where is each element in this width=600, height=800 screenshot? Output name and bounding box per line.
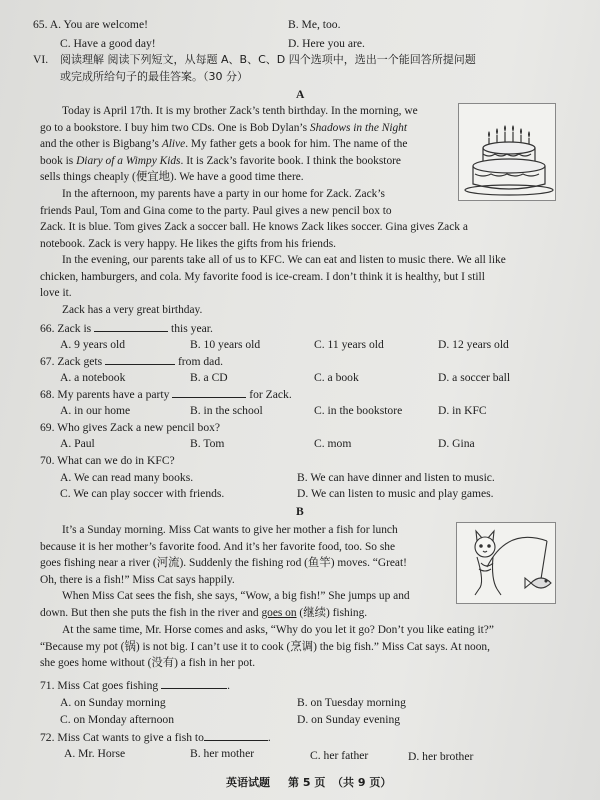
passage-a-p2-line1: In the afternoon, my parents have a party in our home for Zack. Zack’s bbox=[62, 188, 385, 200]
passage-a-p1-line1: Today is April 17th. It is my brother Zack’s tenth birthday. In the morning, we bbox=[62, 105, 418, 117]
q69-option-d: D. Gina bbox=[438, 437, 475, 450]
underlined-goes-on: goes on bbox=[261, 606, 297, 619]
q68-answer-blank[interactable] bbox=[172, 386, 246, 398]
passage-a-paragraph-1 bbox=[40, 103, 450, 186]
passage-a-paragraph-2-top bbox=[40, 186, 450, 219]
birthday-cake-image bbox=[458, 103, 556, 201]
q72-option-b: B. her mother bbox=[190, 747, 255, 760]
q69-option-a: A. Paul bbox=[60, 437, 95, 450]
footer-subject: 英语试题 bbox=[226, 776, 270, 789]
cd-title-shadows: Shadows in the Night bbox=[309, 121, 408, 134]
book-title-diary: Diary of a Wimpy Kids bbox=[76, 154, 181, 167]
q65-option-b: B. Me, too. bbox=[288, 18, 341, 31]
passage-b-label: B bbox=[296, 505, 304, 518]
q68-option-d: D. in KFC bbox=[438, 404, 487, 417]
passage-b-p2-line2b: (继续) fishing. bbox=[296, 606, 368, 619]
passage-b-p1-line2: because it is her mother’s favorite food. And it’s her favorite food, too. So she bbox=[40, 540, 396, 553]
q71-answer-blank[interactable] bbox=[161, 677, 227, 689]
q70-option-a: A. We can read many books. bbox=[60, 471, 194, 484]
q68-option-a: A. in our home bbox=[60, 404, 131, 417]
passage-b-p1-line4: Oh, there is a fish!” Miss Cat says happily. bbox=[40, 573, 235, 586]
q72-stem-end: . bbox=[267, 731, 271, 744]
q66-stem-end: this year. bbox=[168, 322, 213, 335]
q67-option-d: D. a soccer ball bbox=[438, 371, 511, 384]
passage-a-p1-line3a: and the other is Bigbang’s bbox=[40, 138, 162, 151]
passage-b-p1-line3: goes fishing near a river (河流). Suddenly the fishing rod (鱼竿) moves. “Great! bbox=[40, 557, 407, 570]
passage-a-p4: Zack has a very great birthday. bbox=[62, 303, 203, 316]
q72-stem bbox=[40, 729, 271, 746]
q66-stem-text: 66. Zack is bbox=[40, 322, 95, 335]
passage-b-p3-line2: “Because my pot (锅) is not big. I can’t use it to cook (烹调) the big fish.” Miss Cat says. At noon, bbox=[40, 640, 490, 653]
q65-option-c: C. Have a good day! bbox=[60, 37, 156, 50]
q71-option-d: D. on Sunday evening bbox=[297, 713, 401, 726]
q67-option-c: C. a book bbox=[314, 371, 359, 384]
passage-a-p2-line2: friends Paul, Tom and Gina come to the party. Paul gives a new pencil box to bbox=[40, 204, 392, 217]
q71-stem-end: . bbox=[227, 679, 231, 692]
passage-a-p2-line4: notebook. Zack is very happy. He likes the gifts from his friends. bbox=[40, 237, 336, 250]
q69-option-c: C. mom bbox=[314, 437, 352, 450]
cat-fishing-image bbox=[456, 522, 556, 604]
passage-a-p2-line3: Zack. It is blue. Tom gives Zack a soccer ball. He knows Zack likes soccer. Gina gives Zack a bbox=[40, 221, 468, 233]
q71-option-a: A. on Sunday morning bbox=[60, 696, 166, 709]
q68-stem bbox=[40, 386, 292, 403]
passage-b-p3-line3: she goes home without (没有) a fish in her pot. bbox=[40, 657, 256, 670]
q68-stem-text: 68. My parents have a party bbox=[40, 388, 173, 401]
passage-a-p1-line4b: . It is Zack’s favorite book. I think the bookstore bbox=[180, 154, 401, 167]
passage-b-p1-line1: It’s a Sunday morning. Miss Cat wants to give her mother a fish for lunch bbox=[62, 524, 398, 536]
section-instructions-line2: 或完成所给句子的最佳答案。（30 分） bbox=[60, 70, 248, 83]
q69-option-b: B. Tom bbox=[190, 437, 225, 450]
q66-option-c: C. 11 years old bbox=[314, 338, 384, 351]
cd-title-alive: Alive bbox=[161, 138, 186, 151]
footer-total-pages: （共 9 页） bbox=[332, 776, 392, 789]
q68-option-b: B. in the school bbox=[190, 404, 263, 417]
passage-a-p1-line3b: . My father gets a book for him. The name of the bbox=[185, 138, 408, 151]
q67-answer-blank[interactable] bbox=[105, 353, 175, 365]
passage-a-p3-line1: In the evening, our parents take all of us to KFC. We can eat and listen to music there. We all like bbox=[62, 254, 506, 267]
passage-a-p3-line2: chicken, hamburgers, and cola. My favorite food is ice-cream. I don’t think it is healthy, but I still bbox=[40, 270, 485, 283]
q70-option-b: B. We can have dinner and listen to music. bbox=[297, 471, 495, 484]
q66-answer-blank[interactable] bbox=[94, 320, 168, 332]
q72-stem-text: 72. Miss Cat wants to give a fish to bbox=[40, 731, 204, 744]
q65-option-d: D. Here you are. bbox=[288, 37, 365, 50]
passage-a-p1-line5: sells things cheaply (便宜地). We have a good time there. bbox=[40, 171, 304, 184]
q71-option-c: C. on Monday afternoon bbox=[60, 713, 174, 726]
q72-option-a: A. Mr. Horse bbox=[64, 747, 126, 760]
footer-page-number: 第 5 页 bbox=[288, 776, 326, 789]
q68-option-c: C. in the bookstore bbox=[314, 404, 403, 417]
passage-a-p3-line3: love it. bbox=[40, 287, 72, 300]
q66-option-a: A. 9 years old bbox=[60, 338, 126, 351]
q67-stem-text: 67. Zack gets bbox=[40, 355, 106, 368]
section-instructions-line1: 阅读理解 阅读下列短文，从每题 A、B、C、D 四个选项中，选出一个能回答所提问题 bbox=[60, 53, 476, 66]
q72-option-d: D. her brother bbox=[408, 750, 474, 763]
q69-stem: 69. Who gives Zack a new pencil box? bbox=[40, 421, 221, 434]
passage-b-p2-line1: When Miss Cat sees the fish, she says, “Wow, a big fish!” She jumps up and bbox=[62, 590, 410, 603]
q71-option-b: B. on Tuesday morning bbox=[297, 696, 406, 709]
cat-fishing-icon bbox=[457, 523, 555, 603]
q71-stem bbox=[40, 677, 230, 694]
q67-option-a: A. a notebook bbox=[60, 371, 126, 384]
q65-option-a: 65. A. You are welcome! bbox=[33, 18, 148, 31]
q70-option-c: C. We can play soccer with friends. bbox=[60, 487, 225, 500]
q72-answer-blank[interactable] bbox=[204, 729, 268, 741]
q72-option-c: C. her father bbox=[310, 749, 369, 762]
passage-a-p1-line4a: book is bbox=[40, 154, 77, 167]
passage-b-paragraph-3 bbox=[40, 622, 558, 672]
q71-stem-text: 71. Miss Cat goes fishing bbox=[40, 679, 162, 692]
q66-option-b: B. 10 years old bbox=[190, 338, 261, 351]
q70-option-d: D. We can listen to music and play games. bbox=[297, 487, 494, 500]
passage-b-p2-line2a: down. But then she puts the fish in the river and bbox=[40, 606, 262, 619]
passage-b-paragraph-1 bbox=[40, 522, 448, 622]
passage-a-p1-line2: go to a bookstore. I buy him two CDs. One is Bob Dylan’s bbox=[40, 121, 310, 134]
passage-a-paragraph-2-bottom bbox=[40, 219, 558, 319]
passage-b-p3-line1: At the same time, Mr. Horse comes and asks, “Why do you let it go? Don’t you like eating it?” bbox=[62, 624, 494, 636]
passage-a-label: A bbox=[296, 88, 305, 101]
q67-stem bbox=[40, 353, 223, 370]
birthday-cake-icon bbox=[459, 104, 555, 200]
q68-stem-end: for Zack. bbox=[246, 388, 292, 401]
q66-stem bbox=[40, 320, 213, 337]
section-number: VI. bbox=[33, 53, 49, 66]
q67-option-b: B. a CD bbox=[190, 371, 228, 384]
q66-option-d: D. 12 years old bbox=[438, 338, 509, 351]
q70-stem: 70. What can we do in KFC? bbox=[40, 454, 175, 467]
q67-stem-end: from dad. bbox=[175, 355, 224, 368]
